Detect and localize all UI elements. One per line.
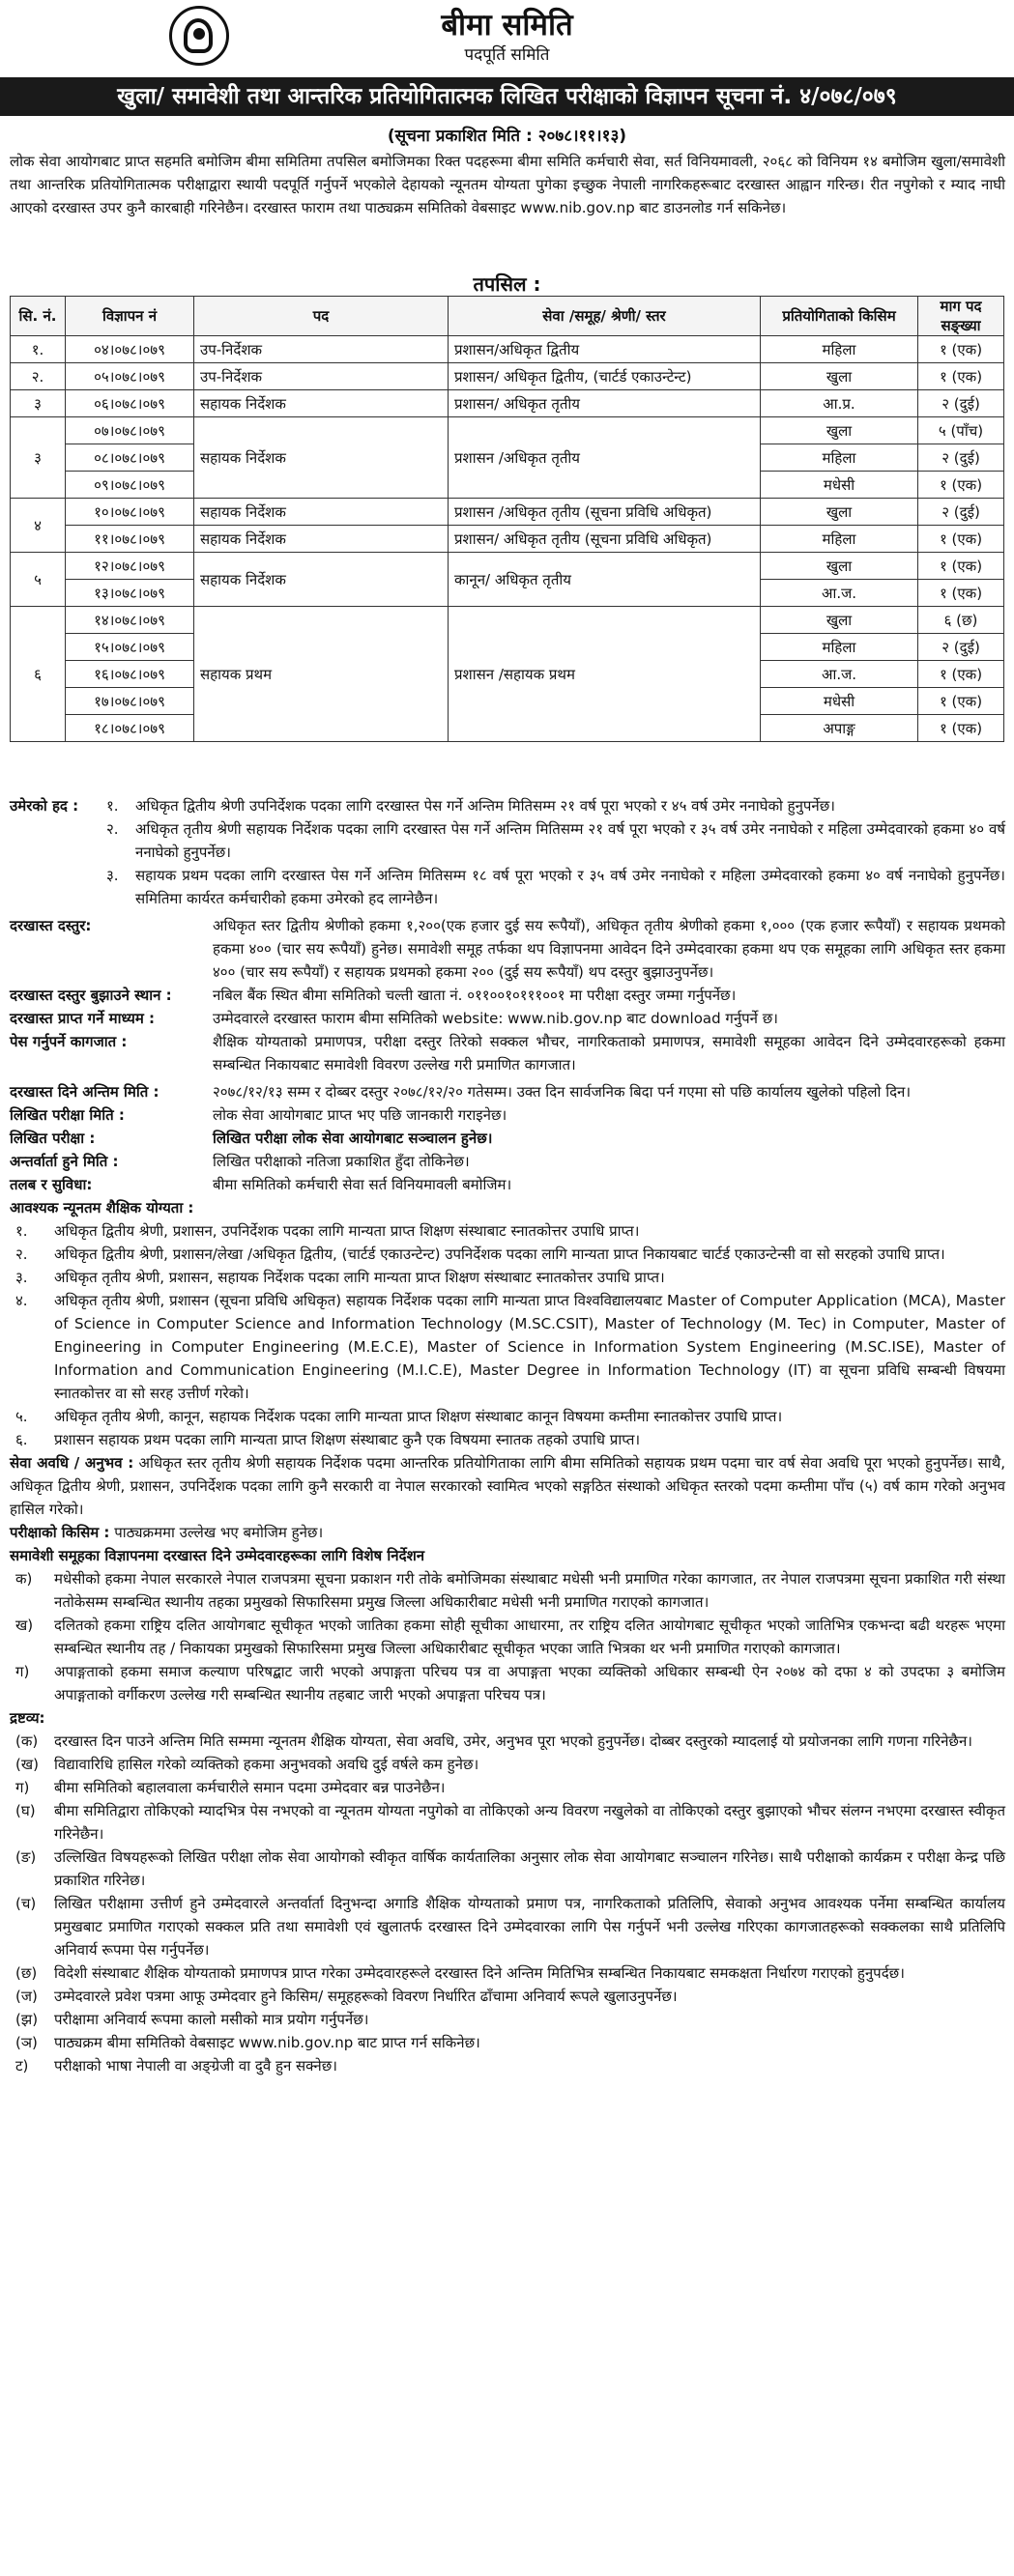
cell-service: कानून/ अधिकृत तृतीय bbox=[449, 553, 761, 607]
cell-count: ६ (छ) bbox=[918, 607, 1004, 634]
item-number: ग) bbox=[15, 1663, 30, 1680]
table-row bbox=[11, 499, 1004, 526]
qualification-item bbox=[10, 1428, 1005, 1451]
field-row bbox=[10, 1030, 1005, 1076]
cell-ad-no: १०।०७८।०७९ bbox=[66, 499, 194, 526]
item-number: ५. bbox=[15, 1408, 28, 1425]
cell-service: प्रशासन/ अधिकृत तृतीय bbox=[449, 390, 761, 417]
note-item bbox=[10, 2054, 1005, 2077]
cell-competition: महिला bbox=[761, 526, 918, 553]
cell-competition: महिला bbox=[761, 634, 918, 661]
experience-text: अधिकृत स्तर तृतीय श्रेणी सहायक निर्देशक पदमा आन्तरिक प्रतियोगिताका लागि बीमा समितिको सहायक प्रथम पदमा चार वर्ष सेवा अवधि पूरा भएको हुनुपर्नेछ। साथै, अधिकृत द्वितीय श्रेणी, प्रशासन, उपनिर्देशक पदका लागि कुनै सरकारी वा नेपाल सरकारको स्वामित्व भएको सङ्गठित संस्थाको अधिकृत स्तरको पदमा कम्तीमा पाँच (५) वर्ष काम गरेको अनुभव हासिल गरेको। bbox=[10, 1454, 1006, 1518]
cell-sn: ४ bbox=[11, 499, 66, 553]
cell-post: सहायक निर्देशक bbox=[194, 417, 449, 499]
note-item bbox=[10, 1892, 1005, 1961]
table-row bbox=[11, 607, 1004, 634]
item-text: दलितको हकमा राष्ट्रिय दलित आयोगबाट सूचीकृत भएको जातिका हकमा सोही सूचीका आधारमा, तर राष्ट्रिय दलित आयोगबाट सूचीकृत भएको जातिभित्र एकभन्दा बढी थरहरू भएमा सम्बन्धित स्थानीय तह / निकायका प्रमुखको सिफारिसमा प्रमुख जिल्ला अधिकारीबाट सूचीकृत भएका जाति भित्रका थर भनी प्रमाणित गराएको कागजात। bbox=[54, 1617, 1005, 1657]
table-row bbox=[11, 526, 1004, 553]
qualification-item bbox=[10, 1243, 1005, 1266]
field-row bbox=[10, 1127, 1005, 1150]
age-item-text: अधिकृत द्वितीय श्रेणी उपनिर्देशक पदका लागि दरखास्त पेस गर्ने अन्तिम मितिसम्म २१ वर्ष पूरा भएको र ४५ वर्ष उमेर ननाघेको हुनुपर्नेछ। bbox=[135, 797, 835, 815]
item-text: बीमा समितिद्वारा तोकिएको म्यादभित्र पेस नभएको वा न्यूनतम योग्यता नपुगेको वा तोकिएको अन्य विवरण नखुलेको वा तोकिएको दस्तुर बुझाएको भौचर संलग्न नभएमा दरखास्त स्वीकृत गरिनेछैन। bbox=[54, 1802, 1005, 1843]
cell-count: २ (दुई) bbox=[918, 390, 1004, 417]
col-header-sn: सि. नं. bbox=[11, 297, 66, 336]
item-number: ट) bbox=[15, 2057, 29, 2075]
item-text: मधेसीको हकमा नेपाल सरकारले नेपाल राजपत्रमा सूचना प्रकाशन गरी तोके बमोजिमका संस्थाबाट मधेसी भनी प्रमाणित गरेका कागजात, तर नेपाल राजपत्रमा सूचना प्रकाशित गरी संस्था नतोकेसम्म सम्बन्धित स्थानीय तहका प्रमुखको सिफारिसमा प्रमुख जिल्ला अधिकारीबाट मधेसी भनी प्रमाणित गराएको कागजात। bbox=[54, 1570, 1005, 1611]
cell-sn: ६ bbox=[11, 607, 66, 742]
notice-details bbox=[10, 794, 1005, 2077]
cell-ad-no: १७।०७८।०७९ bbox=[66, 688, 194, 715]
cell-service: प्रशासन/अधिकृत द्वितीय bbox=[449, 336, 761, 363]
item-number: २. bbox=[15, 1245, 28, 1263]
table-row bbox=[11, 363, 1004, 390]
col-header-service: सेवा /समूह/ श्रेणी/ स्तर bbox=[449, 297, 761, 336]
item-number: ग) bbox=[15, 1779, 30, 1796]
cell-ad-no: ०६।०७८।०७९ bbox=[66, 390, 194, 417]
field-value: नबिल बैंक स्थित बीमा समितिको चल्ती खाता नं. ०११००१०१११००१ मा परीक्षा दस्तुर जम्मा गर्नुपर्नेछ। bbox=[213, 987, 737, 1004]
cell-service: प्रशासन /अधिकृत तृतीय (सूचना प्रविधि अधिकृत) bbox=[449, 499, 761, 526]
item-text: लिखित परीक्षामा उत्तीर्ण हुने उम्मेदवारले अन्तर्वार्ता दिनुभन्दा अगाडि शैक्षिक योग्यताको प्रमाण पत्र, नागरिकताको प्रतिलिपि, सेवाको अनुभव आवश्यक पर्नेमा सम्बन्धित कार्यालय प्रमुखबाट प्रमाणित गराएको सक्कल प्रति तथा समावेशी एवं खुलातर्फ दरखास्त दिने उम्मेदवारका लागि पेस गर्नुपर्ने भनी उल्लेख गरिएका कागजातहरूको सक्कलका साथै प्रतिलिपि अनिवार्य रूपमा पेस गर्नुपर्नेछ। bbox=[54, 1895, 1005, 1959]
cell-count: २ (दुई) bbox=[918, 499, 1004, 526]
note-item bbox=[10, 1776, 1005, 1799]
note-item bbox=[10, 1753, 1005, 1776]
cell-competition: आ.ज. bbox=[761, 580, 918, 607]
age-item-number: २. bbox=[106, 820, 119, 838]
qualification-title: आवश्यक न्यूनतम शैक्षिक योग्यता : bbox=[10, 1199, 194, 1216]
cell-count: १ (एक) bbox=[918, 661, 1004, 688]
item-number: (च) bbox=[15, 1895, 37, 1912]
cell-count: १ (एक) bbox=[918, 526, 1004, 553]
qualification-item bbox=[10, 1266, 1005, 1289]
cell-ad-no: ०७।०७८।०७९ bbox=[66, 417, 194, 444]
item-number: (ञ) bbox=[15, 2034, 38, 2051]
table-row bbox=[11, 553, 1004, 580]
field-value: लिखित परीक्षा लोक सेवा आयोगबाट सञ्चालन हुनेछ। bbox=[213, 1130, 493, 1147]
cell-service: प्रशासन /अधिकृत तृतीय bbox=[449, 417, 761, 499]
field-row bbox=[10, 1103, 1005, 1127]
field-label: दरखास्त दस्तुर बुझाउने स्थान : bbox=[10, 987, 172, 1004]
inclusive-title: समावेशी समूहका विज्ञापनमा दरखास्त दिने उम्मेदवारहरूका लागि विशेष निर्देशन bbox=[10, 1547, 425, 1564]
item-text: अधिकृत द्वितीय श्रेणी, प्रशासन, उपनिर्देशक पदका लागि मान्यता प्राप्त शिक्षण संस्थाबाट स्नातकोत्तर उपाधि प्राप्त। bbox=[54, 1222, 640, 1240]
item-text: उम्मेदवारले प्रवेश पत्रमा आफू उम्मेदवार हुने किसिम/ समूहहरूको विवरण निर्धारित ढाँचामा अनिवार्य रूपले खुलाउनुपर्नेछ। bbox=[54, 1988, 678, 2005]
vacancy-table bbox=[10, 296, 1004, 742]
cell-count: १ (एक) bbox=[918, 472, 1004, 499]
item-text: विदेशी संस्थाबाट शैक्षिक योग्यताको प्रमाणपत्र प्राप्त गरेका उम्मेदवारहरूले दरखास्त दिने अन्तिम मितिभित्र सम्बन्धित निकायबाट समकक्षता निर्धारण गराएको हुनुपर्दछ। bbox=[54, 1964, 905, 1982]
item-number: क) bbox=[15, 1570, 33, 1588]
cell-count: १ (एक) bbox=[918, 688, 1004, 715]
item-text: अधिकृत द्वितीय श्रेणी, प्रशासन/लेखा /अधिकृत द्वितीय, (चार्टर्ड एकाउन्टेन्ट) उपनिर्देशक पदका लागि मान्यता प्राप्त निकायबाट चार्टर्ड एकाउन्टेन्सी वा सो सरहको उपाधि प्राप्त। bbox=[54, 1245, 945, 1263]
item-text: प्रशासन सहायक प्रथम पदका लागि मान्यता प्राप्त शिक्षण संस्थाबाट कुनै एक विषयमा स्नातक तहको उपाधि प्राप्त। bbox=[54, 1431, 641, 1448]
cell-ad-no: १३।०७८।०७९ bbox=[66, 580, 194, 607]
field-row bbox=[10, 1150, 1005, 1173]
item-text: दरखास्त दिन पाउने अन्तिम मिति सम्ममा न्यूनतम शैक्षिक योग्यता, सेवा अवधि, उमेर, अनुभव पूरा भएको हुनुपर्नेछ। दोब्बर दस्तुरको म्यादलाई यो प्रयोजनका लागि गणना गरिनेछैन। bbox=[54, 1732, 972, 1750]
note-item bbox=[10, 1730, 1005, 1753]
field-value: बीमा समितिको कर्मचारी सेवा सर्त विनियमावली बमोजिम। bbox=[213, 1176, 512, 1193]
cell-count: १ (एक) bbox=[918, 715, 1004, 742]
cell-competition: मधेसी bbox=[761, 688, 918, 715]
item-text: परीक्षामा अनिवार्य रूपमा कालो मसीको मात्र प्रयोग गर्नुपर्नेछ। bbox=[54, 2011, 369, 2028]
cell-post: सहायक निर्देशक bbox=[194, 390, 449, 417]
item-number: (क) bbox=[15, 1732, 39, 1750]
cell-competition: अपाङ्ग bbox=[761, 715, 918, 742]
experience-section bbox=[10, 1451, 1005, 1521]
item-text: अधिकृत तृतीय श्रेणी, प्रशासन (सूचना प्रविधि अधिकृत) सहायक निर्देशक पदका लागि मान्यता प्राप्त विश्वविद्यालयबाट Master of Computer Application (MCA), Master of Science in Computer Science and Information Technology (M.SC.CSIT), Master of Technology (M. Tec) in Computer, Master of Engineering in Computer Engineering (M.E.C.E), Master of Science in Information System Engineering (M.SC.ISE), Master of Information and Communication Engineering (M.I.C.E), Master Degree in Information Technology (IT) वा सूचना प्रविधि सम्बन्धी विषयमा स्नातकोत्तर वा सो सरह उत्तीर्ण गरेको। bbox=[54, 1292, 1005, 1402]
field-value: लोक सेवा आयोगबाट प्राप्त भए पछि जानकारी गराइनेछ। bbox=[213, 1106, 507, 1124]
item-number: (छ) bbox=[15, 1964, 38, 1982]
table-header-row bbox=[11, 297, 1004, 336]
age-item-number: १. bbox=[106, 797, 119, 815]
cell-post: सहायक निर्देशक bbox=[194, 526, 449, 553]
cell-service: प्रशासन /सहायक प्रथम bbox=[449, 607, 761, 742]
cell-sn: १. bbox=[11, 336, 66, 363]
cell-sn: २. bbox=[11, 363, 66, 390]
age-item-text: सहायक प्रथम पदका लागि दरखास्त पेस गर्ने अन्तिम मितिसम्म १८ वर्ष पूरा भएको र ३५ वर्ष उमेर ननाघेको र महिला उम्मेदवारको हकमा ४० वर्ष ननाघेको हुनुपर्नेछ। समितिमा कार्यरत कर्मचारीको हकमा उमेरको हद लाग्नेछैन। bbox=[135, 867, 1005, 907]
item-number: ख) bbox=[15, 1617, 34, 1634]
field-label: दरखास्त दस्तुर: bbox=[10, 917, 92, 934]
field-value: उम्मेदवारले दरखास्त फाराम बीमा समितिको website: www.nib.gov.np बाट download गर्नुपर्ने छ। bbox=[213, 1010, 778, 1027]
field-row bbox=[10, 914, 1005, 984]
field-label: तलब र सुविधा: bbox=[10, 1176, 93, 1193]
cell-count: १ (एक) bbox=[918, 580, 1004, 607]
cell-ad-no: ०८।०७८।०७९ bbox=[66, 444, 194, 472]
cell-post: सहायक निर्देशक bbox=[194, 553, 449, 607]
exam-type-label: परीक्षाको किसिम : bbox=[10, 1524, 110, 1541]
cell-post: सहायक प्रथम bbox=[194, 607, 449, 742]
cell-competition: आ.प्र. bbox=[761, 390, 918, 417]
cell-count: १ (एक) bbox=[918, 553, 1004, 580]
cell-competition: खुला bbox=[761, 553, 918, 580]
item-number: (झ) bbox=[15, 2011, 39, 2028]
item-number: ४. bbox=[15, 1292, 28, 1309]
note-item bbox=[10, 2008, 1005, 2031]
field-label: लिखित परीक्षा मिति : bbox=[10, 1106, 125, 1124]
age-item bbox=[10, 864, 1005, 910]
cell-sn: ५ bbox=[11, 553, 66, 607]
inclusive-item bbox=[10, 1660, 1005, 1706]
field-value: अधिकृत स्तर द्वितीय श्रेणीको हकमा १,२००(एक हजार दुई सय रूपैयाँ), अधिकृत तृतीय श्रेणीको हकमा १,००० (एक हजार रूपैयाँ) र सहायक प्रथमको हकमा ४०० (चार सय रूपैयाँ) हुनेछ। समावेशी समूह तर्फका थप विज्ञापनमा आवेदन दिने उम्मेदवारका हकमा थप एक समूहका लागि अधिकृत स्तर हकमा ४०० (चार सय रूपैयाँ) र सहायक प्रथमको हकमा २०० (दुई सय रूपैयाँ) थप दस्तुर बुझाउनुपर्नेछ। bbox=[213, 917, 1005, 981]
cell-ad-no: १२।०७८।०७९ bbox=[66, 553, 194, 580]
cell-ad-no: ०४।०७८।०७९ bbox=[66, 336, 194, 363]
cell-sn: ३ bbox=[11, 417, 66, 499]
cell-competition: खुला bbox=[761, 363, 918, 390]
item-number: ६. bbox=[15, 1431, 28, 1448]
experience-label: सेवा अवधि / अनुभव : bbox=[10, 1454, 134, 1472]
field-label: पेस गर्नुपर्ने कागजात : bbox=[10, 1033, 128, 1050]
field-value: २०७८/१२/१३ सम्म र दोब्बर दस्तुर २०७८/१२/२० गतेसम्म। उक्त दिन सार्वजनिक बिदा पर्न गएमा सो पछि कार्यालय खुलेको पहिलो दिन। bbox=[213, 1083, 912, 1101]
table-row bbox=[11, 336, 1004, 363]
note-item bbox=[10, 1846, 1005, 1892]
field-label: दरखास्त दिने अन्तिम मिति : bbox=[10, 1083, 159, 1101]
table-row bbox=[11, 390, 1004, 417]
intro-paragraph: लोक सेवा आयोगबाट प्राप्त सहमति बमोजिम बीमा समितिमा तपसिल बमोजिमका रिक्त पदहरूमा बीमा समिति कर्मचारी सेवा, सर्त विनियमावली, २०६८ को विनियम १४ बमोजिम खुला/समावेशी तथा आन्तरिक प्रतियोगितात्मक परीक्षाद्वारा स्थायी पदपूर्ति गर्नुपर्ने भएकोले देहायको न्यूनतम योग्यता पुगेका इच्छुक नेपाली नागरिकहरूबाट दरखास्त आह्वान गरिन्छ। रीत नपुगेको र म्याद नाघी आएको दरखास्त उपर कुनै कारबाही गरिनेछैन। दरखास्त फाराम तथा पाठ्यक्रम समितिको वेबसाइट www.nib.gov.np बाट डाउनलोड गर्न सकिनेछ। bbox=[10, 153, 1005, 216]
field-label: अन्तर्वार्ता हुने मिति : bbox=[10, 1153, 119, 1170]
item-text: परीक्षाको भाषा नेपाली वा अङ्ग्रेजी वा दुवै हुन सक्नेछ। bbox=[54, 2057, 337, 2075]
field-row bbox=[10, 1173, 1005, 1196]
cell-count: २ (दुई) bbox=[918, 634, 1004, 661]
notes-title: द्रष्टव्य: bbox=[10, 1709, 45, 1727]
age-item bbox=[106, 794, 1005, 817]
qualification-item bbox=[10, 1405, 1005, 1428]
field-row bbox=[10, 1007, 1005, 1030]
col-header-post: पद bbox=[194, 297, 449, 336]
field-value: शैक्षिक योग्यताको प्रमाणपत्र, परीक्षा दस्तुर तिरेको सक्कल भौचर, नागरिकताको प्रमाणपत्र, समावेशी समूहका आवेदन दिने उम्मेदवारहरूको हकमा सम्बन्धित निकायबाट समावेशी विवरण उल्लेख गरी प्रमाणित कागजात। bbox=[213, 1033, 1005, 1073]
cell-competition: मधेसी bbox=[761, 472, 918, 499]
publish-date: (सूचना प्रकाशित मिति : २०७८।११।१३) bbox=[387, 127, 627, 146]
cell-service: प्रशासन/ अधिकृत तृतीय (सूचना प्रविधि अधिकृत) bbox=[449, 526, 761, 553]
field-label: लिखित परीक्षा : bbox=[10, 1130, 96, 1147]
note-item bbox=[10, 1799, 1005, 1846]
item-number: (ख) bbox=[15, 1756, 39, 1773]
item-text: अधिकृत तृतीय श्रेणी, प्रशासन, सहायक निर्देशक पदका लागि मान्यता प्राप्त शिक्षण संस्थाबाट स्नातकोत्तर उपाधि प्राप्त। bbox=[54, 1269, 665, 1286]
org-name: बीमा समिति bbox=[441, 8, 573, 43]
item-number: ३. bbox=[15, 1269, 28, 1286]
item-text: बीमा समितिको बहालवाला कर्मचारीले समान पदमा उम्मेदवार बन्न पाउनेछैन। bbox=[54, 1779, 446, 1796]
age-item-number: ३. bbox=[106, 867, 119, 884]
item-text: पाठ्यक्रम बीमा समितिको वेबसाइट www.nib.gov.np बाट प्राप्त गर्न सकिनेछ। bbox=[54, 2034, 480, 2051]
cell-ad-no: १८।०७८।०७९ bbox=[66, 715, 194, 742]
cell-competition: खुला bbox=[761, 607, 918, 634]
cell-competition: महिला bbox=[761, 336, 918, 363]
cell-post: सहायक निर्देशक bbox=[194, 499, 449, 526]
item-text: अधिकृत तृतीय श्रेणी, कानून, सहायक निर्देशक पदका लागि मान्यता प्राप्त शिक्षण संस्थाबाट कानून विषयमा कम्तीमा स्नातकोत्तर उपाधि प्राप्त। bbox=[54, 1408, 783, 1425]
note-item bbox=[10, 1985, 1005, 2008]
field-row bbox=[10, 984, 1005, 1007]
col-header-competition: प्रतियोगिताको किसिम bbox=[761, 297, 918, 336]
item-number: १. bbox=[15, 1222, 28, 1240]
item-text: विद्यावारिधि हासिल गरेको व्यक्तिको हकमा अनुभवको अवधि दुई वर्षले कम हुनेछ। bbox=[54, 1756, 479, 1773]
item-number: (ज) bbox=[15, 1988, 38, 2005]
age-item bbox=[10, 817, 1005, 864]
age-item-text: अधिकृत तृतीय श्रेणी सहायक निर्देशक पदका लागि दरखास्त पेस गर्ने अन्तिम मितिसम्म २१ वर्ष पूरा भएको र ३५ वर्ष उमेर ननाघेको र महिला उम्मेदवारको हकमा ४० वर्ष ननाघेको हुनुपर्नेछ। bbox=[135, 820, 1005, 861]
col-header-ad-no: विज्ञापन नं bbox=[66, 297, 194, 336]
field-label: दरखास्त प्राप्त गर्ने माध्यम : bbox=[10, 1010, 156, 1027]
qualification-item bbox=[10, 1219, 1005, 1243]
qualification-item bbox=[10, 1289, 1005, 1405]
cell-post: उप-निर्देशक bbox=[194, 363, 449, 390]
note-item bbox=[10, 1961, 1005, 1985]
age-limit-section bbox=[10, 794, 1005, 817]
cell-ad-no: ०९।०७८।०७९ bbox=[66, 472, 194, 499]
table-row bbox=[11, 417, 1004, 444]
cell-competition: खुला bbox=[761, 499, 918, 526]
cell-count: २ (दुई) bbox=[918, 444, 1004, 472]
inclusive-item bbox=[10, 1567, 1005, 1614]
field-value: लिखित परीक्षाको नतिजा प्रकाशित हुँदा तोकिनेछ। bbox=[213, 1153, 470, 1170]
cell-ad-no: १६।०७८।०७९ bbox=[66, 661, 194, 688]
cell-sn: ३ bbox=[11, 390, 66, 417]
inclusive-item bbox=[10, 1614, 1005, 1660]
note-item bbox=[10, 2031, 1005, 2054]
item-number: (घ) bbox=[15, 1802, 36, 1819]
cell-service: प्रशासन/ अधिकृत द्वितीय, (चार्टर्ड एकाउन्टेन्ट) bbox=[449, 363, 761, 390]
org-subtitle: पदपूर्ति समिति bbox=[464, 45, 550, 65]
cell-count: १ (एक) bbox=[918, 363, 1004, 390]
cell-post: उप-निर्देशक bbox=[194, 336, 449, 363]
age-limit-first bbox=[106, 794, 1005, 817]
notice-title: खुला/ समावेशी तथा आन्तरिक प्रतियोगितात्मक लिखित परीक्षाको विज्ञापन सूचना नं. ४/०७८/०७९ bbox=[0, 77, 1014, 116]
cell-ad-no: ०५।०७८।०७९ bbox=[66, 363, 194, 390]
field-row bbox=[10, 1080, 1005, 1103]
item-text: उल्लिखित विषयहरूको लिखित परीक्षा लोक सेवा आयोगको स्वीकृत वार्षिक कार्यतालिका अनुसार लोक सेवा आयोगबाट सञ्चालन गरिनेछ। साथै परीक्षाको कार्यक्रम र परीक्षा केन्द्र पछि प्रकाशित गरिनेछ। bbox=[54, 1848, 1005, 1889]
item-number: (ङ) bbox=[15, 1848, 37, 1866]
cell-ad-no: ११।०७८।०७९ bbox=[66, 526, 194, 553]
table-title: तपसिल : bbox=[473, 272, 541, 296]
exam-type-text: पाठ्यक्रममा उल्लेख भए बमोजिम हुनेछ। bbox=[114, 1524, 324, 1541]
cell-count: ५ (पाँच) bbox=[918, 417, 1004, 444]
cell-count: १ (एक) bbox=[918, 336, 1004, 363]
cell-competition: महिला bbox=[761, 444, 918, 472]
cell-competition: आ.ज. bbox=[761, 661, 918, 688]
exam-type-section bbox=[10, 1521, 1005, 1544]
cell-competition: खुला bbox=[761, 417, 918, 444]
age-limit-label: उमेरको हद : bbox=[10, 797, 79, 815]
cell-ad-no: १४।०७८।०७९ bbox=[66, 607, 194, 634]
cell-ad-no: १५।०७८।०७९ bbox=[66, 634, 194, 661]
item-text: अपाङ्गताको हकमा समाज कल्याण परिषद्बाट जारी भएको अपाङ्गता परिचय पत्र वा अपाङ्गता भएका व्यक्तिको अधिकार सम्बन्धी ऐन २०७४ को दफा ४ को उपदफा ३ बमोजिम अपाङ्गताको वर्गीकरण उल्लेख गरी सम्बन्धित स्थानीय तहबाट जारी भएको अपाङ्गता परिचय पत्र। bbox=[54, 1663, 1005, 1703]
col-header-posts-count: माग पद सङ्ख्या bbox=[918, 297, 1004, 336]
